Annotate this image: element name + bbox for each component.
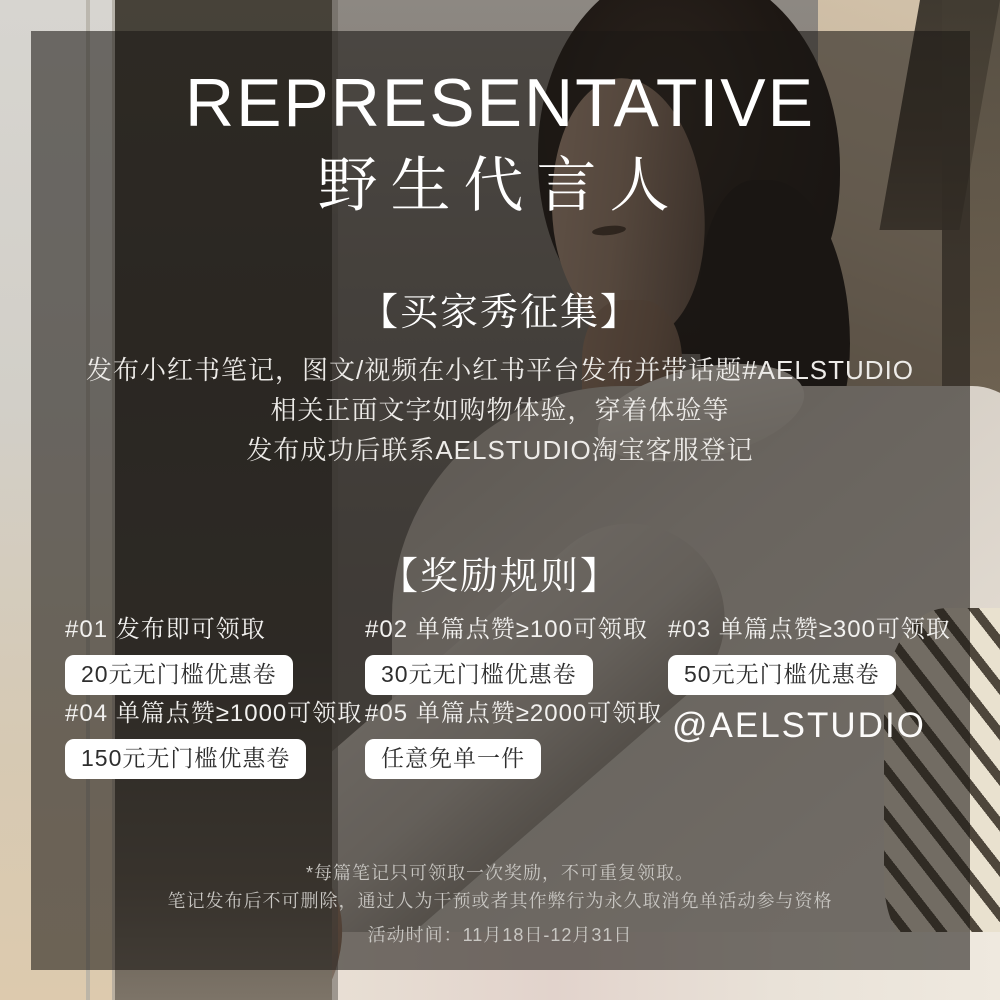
reward-rules-heading: 【奖励规则】 [379, 556, 620, 598]
title-chinese: 野生代言人 [317, 152, 683, 219]
buyer-show-heading: 【买家秀征集】 [359, 292, 640, 334]
brand-handle: @AELSTUDIO [672, 706, 926, 745]
reward-item-05 [365, 693, 662, 779]
coupon-badge: 30元无门槛优惠卷 [365, 655, 593, 695]
footer-note-1: *每篇笔记只可领取一次奖励，不可重复领取。 [305, 863, 694, 883]
reward-title: #03 单篇点赞≥300可领取 [668, 616, 951, 643]
reward-title: #01 发布即可领取 [65, 616, 266, 643]
reward-title: #02 单篇点赞≥100可领取 [365, 616, 648, 643]
coupon-badge: 任意免单一件 [365, 739, 541, 779]
reward-item-01 [65, 609, 293, 695]
coupon-badge: 150元无门槛优惠卷 [65, 739, 306, 779]
reward-title: #05 单篇点赞≥2000可领取 [365, 700, 663, 727]
title-english: REPRESENTATIVE [184, 65, 816, 141]
buyer-show-line-1: 发布小红书笔记，图文/视频在小红书平台发布并带话题#AELSTUDIO [85, 355, 915, 385]
reward-title: #04 单篇点赞≥1000可领取 [65, 700, 363, 727]
footer-note-2: 笔记发布后不可删除，通过人为干预或者其作弊行为永久取消免单活动参与资格 [167, 891, 833, 911]
reward-item-02 [365, 609, 648, 695]
buyer-show-line-2: 相关正面文字如购物体验，穿着体验等 [270, 395, 730, 425]
coupon-badge: 20元无门槛优惠卷 [65, 655, 293, 695]
coupon-badge: 50元无门槛优惠卷 [668, 655, 896, 695]
buyer-show-line-3: 发布成功后联系AELSTUDIO淘宝客服登记 [246, 435, 754, 465]
footer-note-3: 活动时间：11月18日-12月31日 [367, 925, 633, 945]
reward-item-04 [65, 693, 362, 779]
reward-item-03 [668, 609, 951, 695]
